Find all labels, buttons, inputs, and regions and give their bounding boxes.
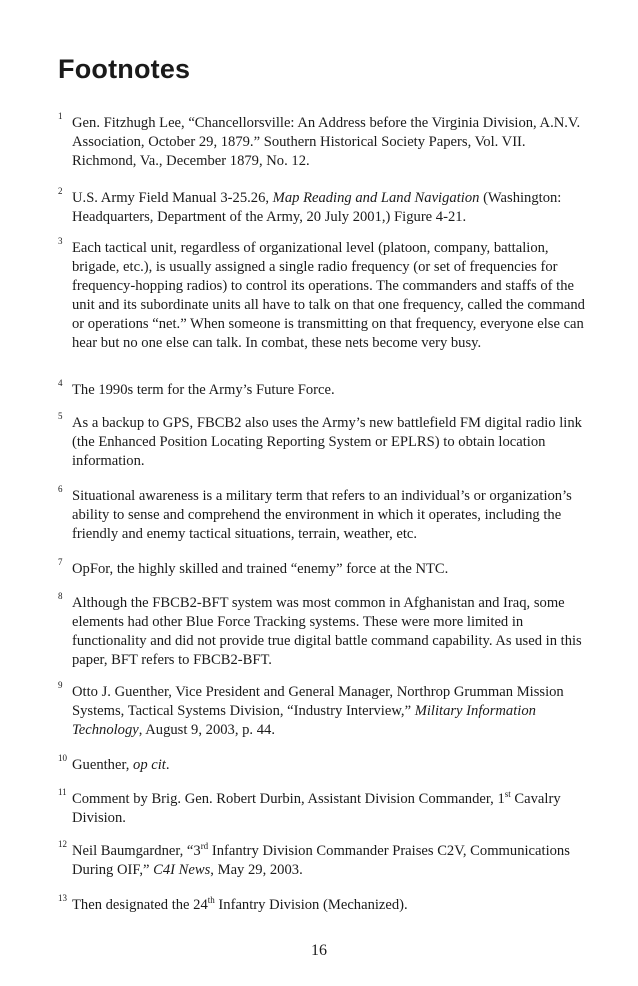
footnote-text: OpFor, the highly skilled and trained “enemy” force at the NTC.: [72, 561, 449, 577]
footnote-number: 6: [58, 484, 63, 494]
footnote-text: Comment by Brig. Gen. Robert Durbin, Assistant Division Commander, 1st Cavalry Division.: [72, 789, 561, 826]
footnote-text: U.S. Army Field Manual 3-25.26, Map Reading and Land Navigation (Washington: Headquarters, Department of the Army, 20 July 2001,) Figure 4-21.: [72, 190, 562, 225]
footnote-text: Each tactical unit, regardless of organizational level (platoon, company, battalion, brigade, etc.), is usually assigned a single radio frequency (or set of frequencies for frequency-hopping radios) to control its operations. The commanders and staffs of the unit and its subordinate units all have to talk on that one frequency, called the command or operations “net.” When someone is transmitting on that frequency, everyone else can hear but no one else can talk. In combat, these nets become very busy.: [72, 240, 585, 351]
footnote-10: [58, 753, 586, 775]
footnote-1: [58, 111, 586, 171]
footnote-number: 13: [58, 893, 67, 903]
footnote-number: 7: [58, 557, 63, 567]
footnote-text: Gen. Fitzhugh Lee, “Chancellorsville: An Address before the Virginia Division, A.N.V. Association, October 29, 1879.” Southern Historical Society Papers, Vol. VII. Richmond, Va., December 1879, No. 12.: [72, 115, 581, 169]
page-title: Footnotes: [58, 54, 191, 84]
footnote-text: Guenther, op cit.: [72, 757, 170, 773]
footnote-number: 3: [58, 236, 63, 246]
footnote-2: [58, 186, 586, 227]
footnote-text: The 1990s term for the Army’s Future Force.: [72, 382, 335, 398]
footnote-text: Then designated the 24th Infantry Division (Mechanized).: [72, 895, 408, 913]
footnote-9: [58, 680, 586, 740]
page-number: 16: [311, 942, 327, 959]
footnote-8: [58, 591, 586, 670]
footnote-text: Otto J. Guenther, Vice President and General Manager, Northrop Grumman Mission Systems, Tactical Systems Division, “Industry Interview,” Military Information Technology, August 9, 2003, p. 44.: [72, 684, 564, 738]
footnote-11: [58, 787, 586, 828]
footnote-12: [58, 839, 586, 880]
footnote-5: [58, 411, 586, 471]
footnote-number: 5: [58, 411, 63, 421]
footnote-7: [58, 557, 586, 579]
footnote-text: Situational awareness is a military term that refers to an individual’s or organization’s ability to sense and comprehend the environment in which it operates, including the friendly and enemy tactical situations, terrain, weather, etc.: [72, 488, 572, 542]
footnote-number: 4: [58, 378, 63, 388]
footnote-text: As a backup to GPS, FBCB2 also uses the Army’s new battlefield FM digital radio link (the Enhanced Position Locating Reporting System or EPLRS) to obtain location information.: [72, 415, 582, 469]
footnote-13: [58, 893, 586, 915]
footnote-number: 9: [58, 680, 63, 690]
footnote-number: 11: [58, 787, 67, 797]
footnote-number: 12: [58, 839, 67, 849]
footnote-text: Although the FBCB2-BFT system was most common in Afghanistan and Iraq, some elements had other Blue Force Tracking systems. These were more limited in functionality and did not provide true digital battle command capability. As used in this paper, BFT refers to FBCB2-BFT.: [72, 595, 582, 668]
footnote-3: [58, 236, 586, 353]
footnote-4: [58, 378, 586, 400]
footnote-6: [58, 484, 586, 544]
footnote-number: 1: [58, 111, 63, 121]
footnote-number: 10: [58, 753, 67, 763]
footnote-number: 2: [58, 186, 63, 196]
footnote-number: 8: [58, 591, 63, 601]
footnote-text: Neil Baumgardner, “3rd Infantry Division Commander Praises C2V, Communications During OIF,” C4I News, May 29, 2003.: [72, 841, 570, 878]
